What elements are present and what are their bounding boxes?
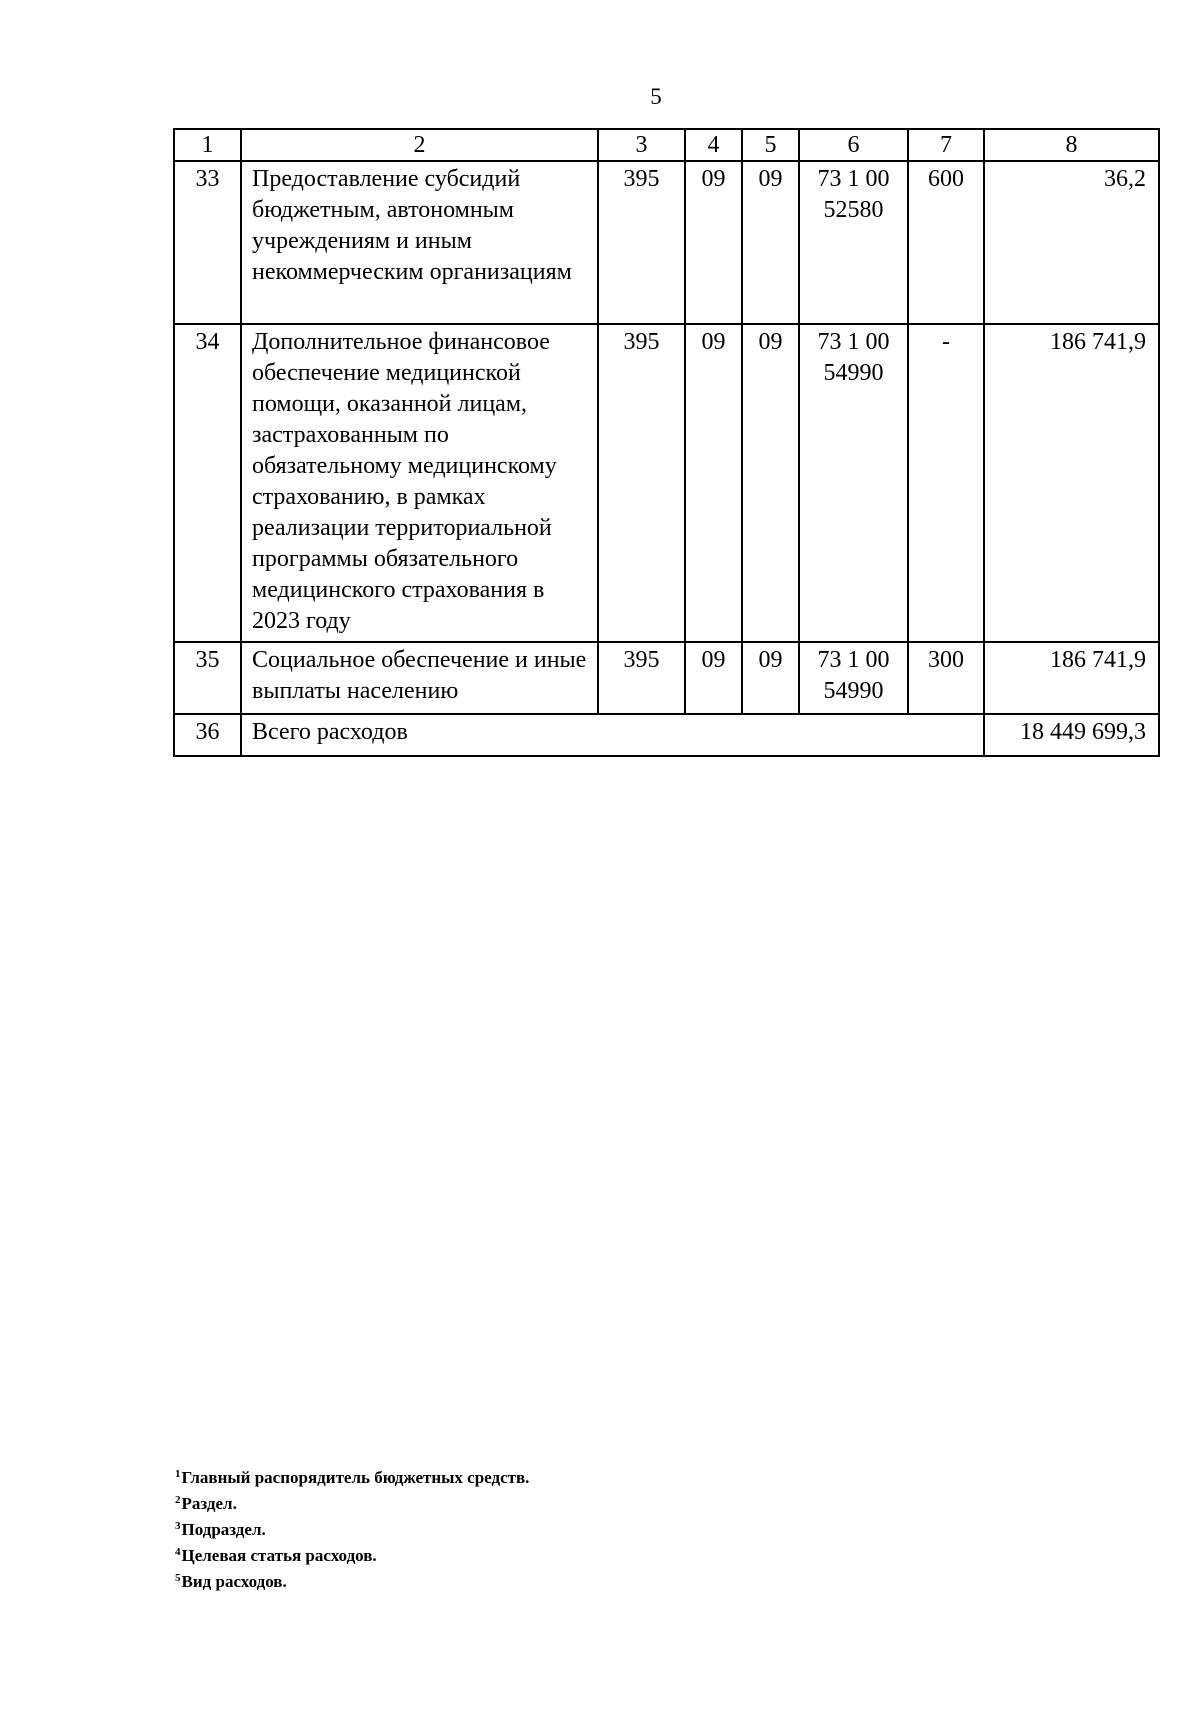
footnote-text: Вид расходов. xyxy=(181,1572,287,1591)
target-article-code-part2: 54990 xyxy=(823,678,884,704)
row-number: 34 xyxy=(174,324,241,642)
expense-type-code: 600 xyxy=(908,161,984,324)
column-header: 2 xyxy=(241,129,598,161)
target-article-code-part1: 73 1 00 xyxy=(817,166,890,192)
amount: 36,2 xyxy=(984,161,1159,324)
subsection-code: 09 xyxy=(742,161,799,324)
section-code: 09 xyxy=(685,324,742,642)
footnote-text: Подраздел. xyxy=(181,1520,266,1539)
total-amount: 18 449 699,3 xyxy=(984,714,1159,756)
footnote-mark: 4 xyxy=(175,1546,181,1558)
column-header: 4 xyxy=(685,129,742,161)
footnote-mark: 5 xyxy=(175,1572,181,1584)
amount: 186 741,9 xyxy=(984,324,1159,642)
footnote-mark: 3 xyxy=(175,1520,181,1532)
footnote-text: Главный распорядитель бюджетных средств. xyxy=(181,1468,530,1487)
chief-administrator-code: 395 xyxy=(598,642,685,714)
expense-type-code: - xyxy=(908,324,984,642)
target-article-code-part2: 52580 xyxy=(823,197,884,223)
section-code: 09 xyxy=(685,642,742,714)
target-article-code xyxy=(799,642,908,714)
column-header: 1 xyxy=(174,129,241,161)
footnote xyxy=(175,1489,529,1515)
expense-name: Предоставление субсидий бюджетным, автономным учреждениям и иным некоммерческим организациям xyxy=(241,161,598,324)
expense-name: Социальное обеспечение и иные выплаты населению xyxy=(241,642,598,714)
row-number: 33 xyxy=(174,161,241,324)
section-code: 09 xyxy=(685,161,742,324)
table-row xyxy=(174,161,1159,324)
footnote-text: Раздел. xyxy=(181,1494,237,1513)
chief-administrator-code: 395 xyxy=(598,324,685,642)
column-header: 6 xyxy=(799,129,908,161)
table-row xyxy=(174,642,1159,714)
table-row xyxy=(174,324,1159,642)
column-header: 7 xyxy=(908,129,984,161)
footnote-mark: 2 xyxy=(175,1494,181,1506)
table-header-row xyxy=(174,129,1159,161)
page-number: 5 xyxy=(650,84,662,109)
total-label: Всего расходов xyxy=(241,714,984,756)
target-article-code-part1: 73 1 00 xyxy=(817,329,890,355)
target-article-code xyxy=(799,161,908,324)
column-header: 3 xyxy=(598,129,685,161)
footnote xyxy=(175,1463,529,1489)
expenses-table xyxy=(173,128,1160,757)
total-row xyxy=(174,714,1159,756)
chief-administrator-code: 395 xyxy=(598,161,685,324)
target-article-code xyxy=(799,324,908,642)
row-number: 35 xyxy=(174,642,241,714)
target-article-code-part1: 73 1 00 xyxy=(817,647,890,673)
column-header: 8 xyxy=(984,129,1159,161)
subsection-code: 09 xyxy=(742,642,799,714)
subsection-code: 09 xyxy=(742,324,799,642)
footnote-text: Целевая статья расходов. xyxy=(181,1546,377,1565)
footnotes xyxy=(175,1463,529,1593)
footnote xyxy=(175,1567,529,1593)
footnote xyxy=(175,1541,529,1567)
row-number: 36 xyxy=(174,714,241,756)
target-article-code-part2: 54990 xyxy=(823,360,884,386)
footnote xyxy=(175,1515,529,1541)
expense-name: Дополнительное финансовое обеспечение медицинской помощи, оказанной лицам, застрахованным по обязательному медицинскому страхованию, в рамках реализации территориальной программы обязательного медицинского страхования в 2023 году xyxy=(241,324,598,642)
expense-type-code: 300 xyxy=(908,642,984,714)
footnote-mark: 1 xyxy=(175,1468,181,1480)
amount: 186 741,9 xyxy=(984,642,1159,714)
column-header: 5 xyxy=(742,129,799,161)
